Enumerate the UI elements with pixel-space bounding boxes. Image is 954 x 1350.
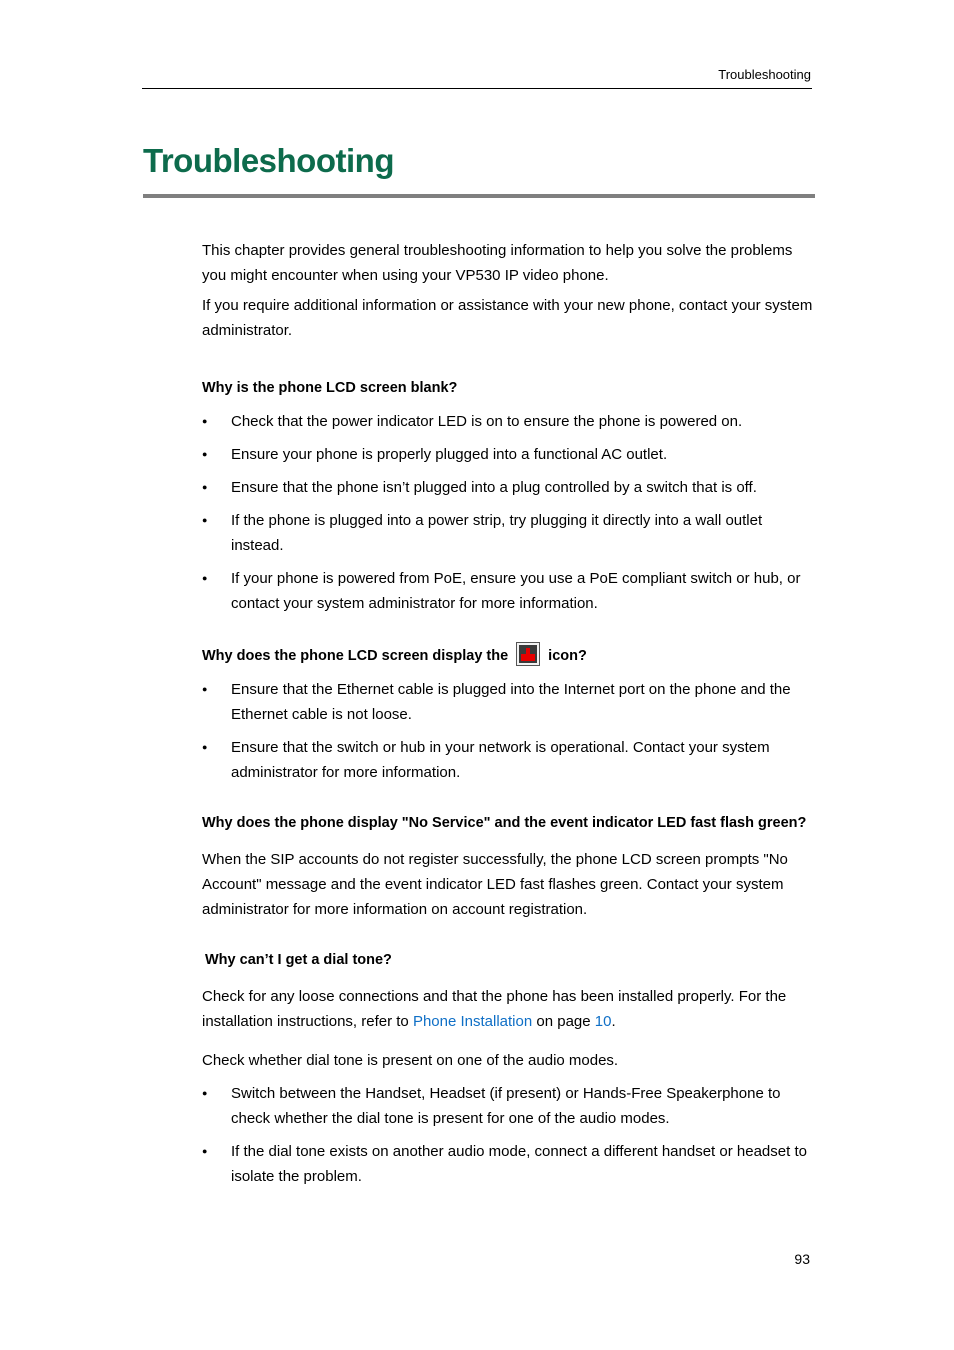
paragraph-text: . <box>611 1013 616 1030</box>
bullet-list <box>202 677 814 785</box>
phone-installation-link[interactable]: Phone Installation <box>412 1013 533 1030</box>
intro-paragraph: This chapter provides general troubleshooting information to help you solve the problems you might encounter when using your VP530 IP video phone. <box>202 242 793 284</box>
page-reference-link[interactable]: 10 <box>594 1013 612 1030</box>
list-item: ● Ensure that the switch or hub in your network is operational. Contact your system administrator for more information. <box>202 735 814 785</box>
header-rule <box>142 88 812 89</box>
list-item: ● If the phone is plugged into a power strip, try plugging it directly into a wall outlet instead. <box>202 508 814 558</box>
list-item: ● If the dial tone exists on another audio mode, connect a different handset or headset to isolate the problem. <box>202 1139 814 1189</box>
bullet-list <box>202 1081 814 1189</box>
running-header: Troubleshooting <box>718 67 811 82</box>
network-unavailable-icon <box>516 642 540 666</box>
question-heading: Why can’t I get a dial tone? <box>205 952 392 968</box>
content <box>202 238 814 1189</box>
list-item: ● Ensure your phone is properly plugged into a functional AC outlet. <box>202 442 814 467</box>
paragraph-text: Check for any loose connections and that the phone has been installed properly. For the installation instructions, refer to <box>202 988 787 1030</box>
page-number: 93 <box>794 1251 810 1267</box>
question-heading: Why does the phone display "No Service" and the event indicator LED fast flash green? <box>202 815 807 831</box>
intro-paragraph: If you require additional information or assistance with your new phone, contact your system administrator. <box>202 297 813 339</box>
question-heading <box>202 642 814 669</box>
chapter-title: Troubleshooting <box>143 142 394 179</box>
body-paragraph: When the SIP accounts do not register successfully, the phone LCD screen prompts "No Account" message and the event indicator LED fast flashes green. Contact your system administrator for more information on account registration. <box>202 851 788 918</box>
heading-text: Why does the phone LCD screen display the <box>202 648 509 664</box>
body-paragraph <box>202 984 814 1034</box>
body-paragraph: Check whether dial tone is present on one of the audio modes. <box>202 1052 619 1069</box>
bullet-list <box>202 409 814 616</box>
question-heading: Why is the phone LCD screen blank? <box>202 380 458 396</box>
title-rule <box>143 194 815 198</box>
heading-text: icon? <box>548 648 587 664</box>
list-item: ● Ensure that the Ethernet cable is plugged into the Internet port on the phone and the Ethernet cable is not loose. <box>202 677 814 727</box>
paragraph-text: on page <box>536 1013 591 1030</box>
list-item: ● If your phone is powered from PoE, ensure you use a PoE compliant switch or hub, or contact your system administrator for more information. <box>202 566 814 616</box>
list-item: ● Switch between the Handset, Headset (if present) or Hands-Free Speakerphone to check whether the dial tone is present for one of the audio modes. <box>202 1081 814 1131</box>
list-item: ● Check that the power indicator LED is on to ensure the phone is powered on. <box>202 409 814 434</box>
list-item: ● Ensure that the phone isn’t plugged into a plug controlled by a switch that is off. <box>202 475 814 500</box>
